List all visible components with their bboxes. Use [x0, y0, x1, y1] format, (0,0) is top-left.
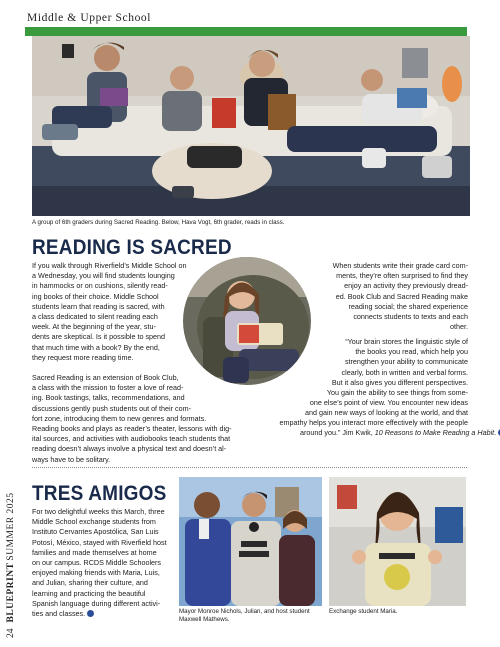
reading-quote-tail: empathy helps you interact more effectively with the people: [279, 418, 468, 427]
maria-photo-caption: Exchange student Maria.: [329, 608, 398, 615]
page-sidebar: [6, 492, 20, 638]
quote-source: 10 Reasons to Make Reading a Habit: [374, 428, 495, 437]
group-photo: [179, 477, 322, 606]
reading-quote: “Your brain stores the linguistic style of the books you read, which help you strengthen your ability to communicate clearly, both in written and verbal forms. But it also gives you different perspectives. You gain the ability to see things from some- one else’s point of view. You encounter new ideas and gain new ways of looking at the world, and that: [304, 337, 468, 418]
section-divider: [32, 467, 467, 468]
group-photo-caption: Mayor Monroe Nichols, Julian, and host student Maxwell Mathews.: [179, 608, 310, 624]
reading-heading: READING IS SACRED: [32, 236, 232, 260]
reading-student-photo: [183, 257, 311, 385]
reading-right-paragraph: When students write their grade card com- ments, they’re often surprised to find they enjoy an activity they previously dread- ed. Book Club and Sacred Reading make reading social; the shared experience connects students to texts and each other.: [332, 261, 468, 332]
page-number: 24: [6, 628, 16, 638]
publication-name: BLUEPRINT: [6, 562, 16, 623]
main-photo-caption: A group of 6th graders during Sacred Reading. Below, Hava Vogt, 6th grader, reads in class.: [32, 219, 285, 226]
issue-label: SUMMER 2025: [6, 492, 16, 561]
tres-amigos-heading: TRES AMIGOS: [32, 482, 167, 506]
main-photo: [32, 36, 470, 216]
tres-amigos-paragraph: For two delightful weeks this March, three Middle School exchange students from Instituto Cervantes Apostólica, San Luis Potosí, México, stayed with Riverfield host families and made themselves at home on our campus. RCDS Middle Schoolers enjoyed making friends with Maria, Luis, and Julian, sharing their culture, and learning and practicing the beautiful Spanish language during different activi- ties and classes.: [32, 507, 167, 619]
end-mark-icon: [87, 610, 94, 617]
section-header: Middle & Upper School: [27, 12, 152, 24]
reading-quote-attribution: around you.” Jim Kwik, 10 Reasons to Make Reading a Habit.: [300, 428, 500, 438]
maria-photo: [329, 477, 466, 606]
reading-intro-paragraph: If you walk through Riverfield’s Middle School on a Wednesday, you will find students lounging in hammocks or on cushions, silently read- ing books of their choice. Middle School students learn that reading is sacred, with a class dedicated to silent reading each week. At the beginning of the year, stu- dents are skeptical. Is it possible to spend that much time with a book? By the end, they request more reading time.: [32, 261, 187, 362]
accent-bar: [25, 27, 467, 36]
reading-second-paragraph: Sacred Reading is an extension of Book Club, a class with the mission to foster a love of read- ing. Book tastings, talks, recommendations, and discussions gently push students out of their com- fort zone, introducing them to new genres and formats. Reading books and plays as reader’s theater, lessons with dig- ital sources, and activities with audiobooks teach students that reading doesn’t always involve a physical text and doesn’t al- ways have to be solitary.: [32, 373, 232, 464]
